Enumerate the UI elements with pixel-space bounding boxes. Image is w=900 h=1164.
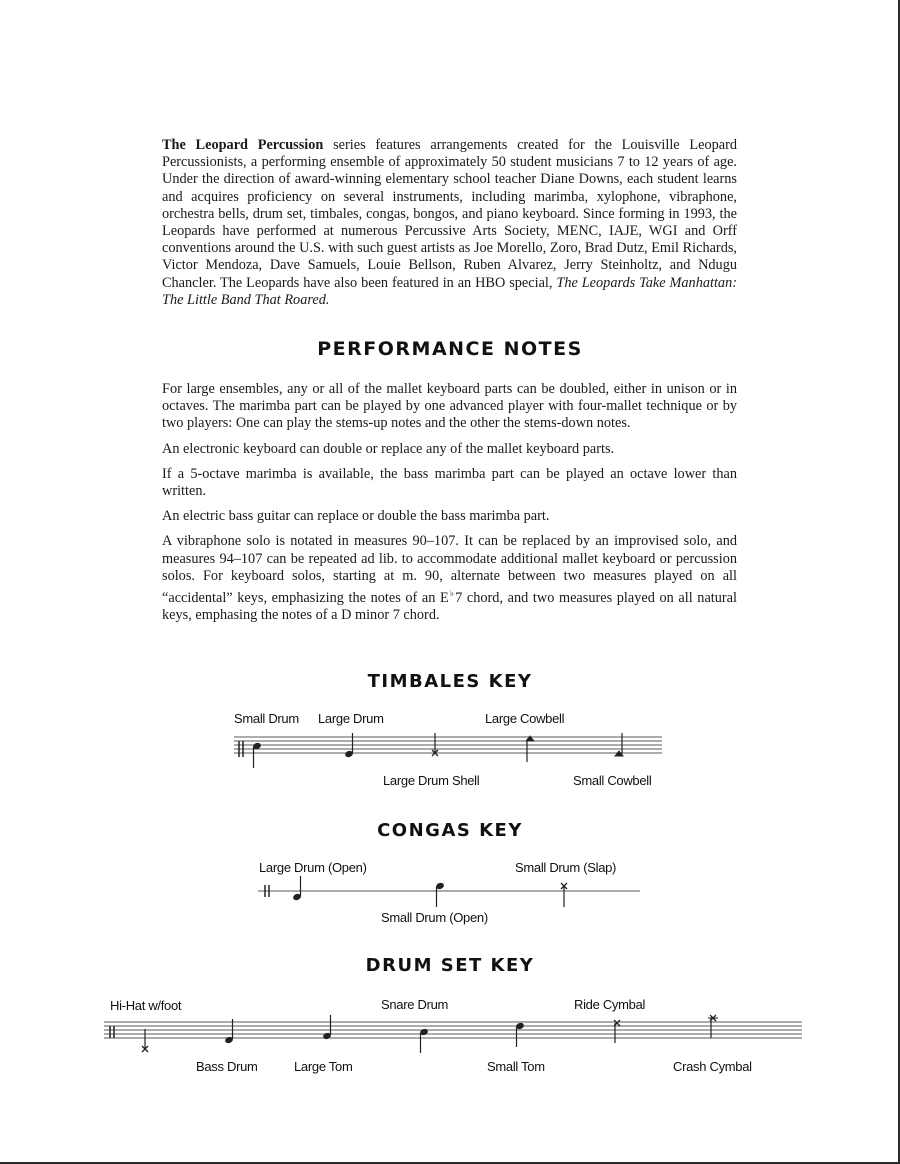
- solo-text-start: A vibraphone solo is notated in measures 90–107. It can be replaced by an improvised solo, and measures 94–107 can be repeated ad lib. to accommodate additional mallet keyboard or percussion solos. For keyboard solos, starting at m. 90, alternate between two measures played on all “accidental” keys, emphasizing the notes of an E: [162, 533, 737, 606]
- note-hi-hat-foot: [142, 1029, 148, 1052]
- flat-sign: ♭: [448, 588, 456, 599]
- solo-text-end: 7 chord, and two measures played on all natural keys, emphasing the notes of a D minor 7 chord.: [162, 589, 738, 623]
- drum-label-bass-drum: Bass Drum: [196, 1059, 258, 1074]
- note-ride-cymbal: [614, 1020, 620, 1043]
- drum-label-crash-cymbal: Crash Cymbal: [673, 1059, 752, 1074]
- timbales-label-large-cowbell: Large Cowbell: [485, 711, 565, 726]
- timbales-key-heading: TIMBALES KEY: [367, 671, 533, 692]
- performance-notes-heading: PERFORMANCE NOTES: [317, 338, 583, 360]
- note-large-tom: [322, 1015, 332, 1040]
- note-small-tom: [515, 1022, 525, 1047]
- drum-label-small-tom: Small Tom: [487, 1059, 545, 1074]
- congas-label-small-drum-slap: Small Drum (Slap): [515, 860, 617, 875]
- notes-paragraph: An electronic keyboard can double or replace any of the mallet keyboard parts.: [162, 440, 615, 457]
- note-snare-drum: [419, 1028, 429, 1053]
- timbales-label-small-cowbell: Small Cowbell: [573, 773, 652, 788]
- notes-paragraph: An electric bass guitar can replace or double the bass marimba part.: [162, 508, 550, 525]
- timbales-label-large-drum: Large Drum: [318, 711, 384, 726]
- congas-key-heading: CONGAS KEY: [377, 820, 523, 841]
- drum-label-large-tom: Large Tom: [294, 1059, 353, 1074]
- drum-label-ride-cymbal: Ride Cymbal: [574, 997, 646, 1012]
- intro-lead: The Leopard Percussion: [162, 137, 324, 153]
- timbales-label-small-drum: Small Drum: [234, 711, 299, 726]
- note-crash-cymbal: [708, 1015, 718, 1038]
- notes-paragraph: If a 5-octave marimba is available, the bass marimba part can be played an octave lower than written.: [162, 465, 737, 500]
- intro-body: series features arrangements created for the Louisville Leopard Percussionists, a performing ensemble of approximately 50 student musicians 7 to 12 years of age. Under the direction of award-winning elementary school teacher Diane Downs, each student learns and acquires proficiency on several instruments, including marimba, xylophone, vibraphone, orchestra bells, drum set, timbales, congas, bongos, and piano keyboard. Since forming in 1993, the Leopards have performed at numerous Percussive Arts Society, MENC, IAJE, WGI and Orff conventions around the U.S. with such guest artists as Joe Morello, Zoro, Brad Dutz, Emil Richards, Victor Mendoza, Dave Samuels, Louie Bellson, Ruben Alvarez, Jerry Steinholtz, and Ndugu Chancler. The Leopards have also been featured in an HBO special,: [162, 137, 737, 291]
- notes-paragraph: For large ensembles, any or all of the mallet keyboard parts can be doubled, either in unison or in octaves. The marimba part can be played by one advanced player with four-mallet technique or by two players: One can play the stems-up notes and the other the stems-down notes.: [162, 381, 737, 432]
- drum-set-key-heading: DRUM SET KEY: [365, 955, 535, 976]
- congas-label-large-drum-open: Large Drum (Open): [259, 860, 367, 875]
- hbo-special-title: The Leopards Take Manhattan: The Little Band That Roared.: [162, 274, 737, 308]
- drum-label-hi-hat-foot: Hi-Hat w/foot: [110, 998, 182, 1013]
- timbales-label-large-drum-shell: Large Drum Shell: [383, 773, 480, 788]
- drum-label-snare-drum: Snare Drum: [381, 997, 449, 1012]
- congas-label-small-drum-open: Small Drum (Open): [381, 910, 488, 925]
- note-bass-drum: [224, 1019, 234, 1044]
